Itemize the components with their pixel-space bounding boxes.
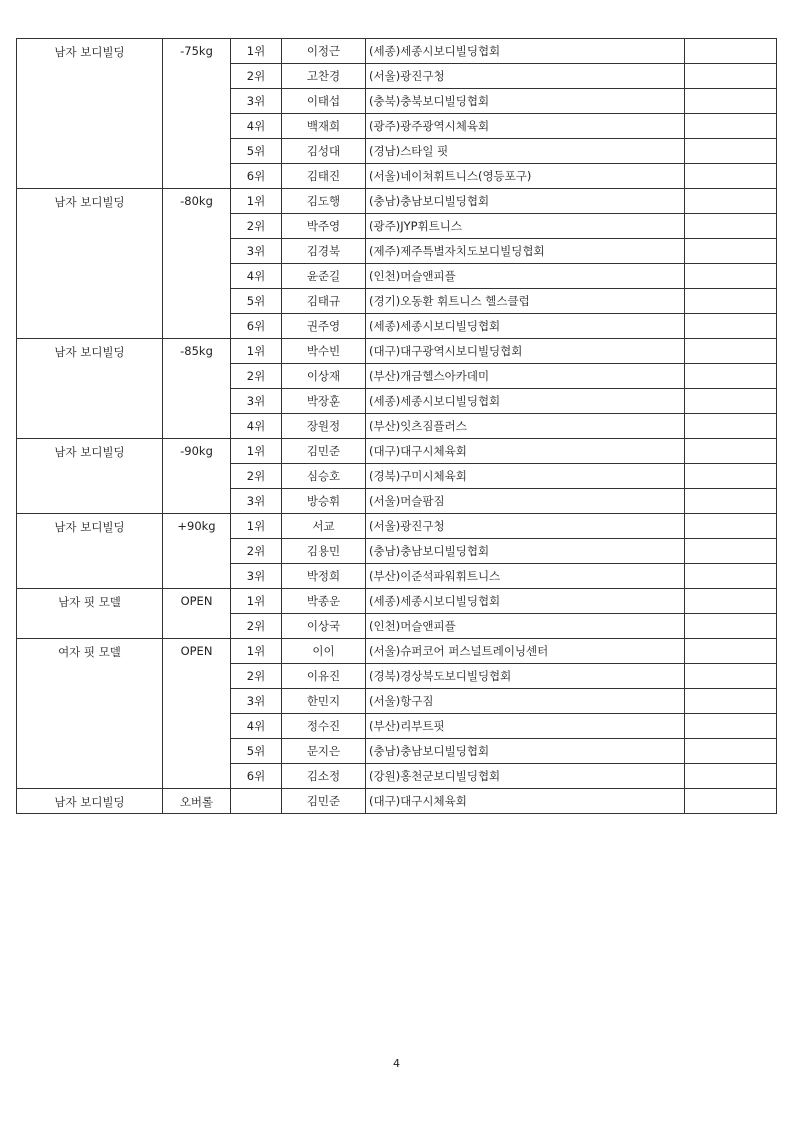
note-cell <box>685 64 777 89</box>
name-cell: 김태진 <box>282 164 366 189</box>
table-row <box>17 639 777 664</box>
team-cell: (인천)머슬앤피플 <box>366 264 685 289</box>
rank-cell <box>231 789 282 814</box>
team-cell: (경북)구미시체육회 <box>366 464 685 489</box>
note-cell <box>685 164 777 189</box>
team-cell: (충남)충남보디빌딩협회 <box>366 739 685 764</box>
name-cell: 박주영 <box>282 214 366 239</box>
note-cell <box>685 114 777 139</box>
rank-cell: 4위 <box>231 264 282 289</box>
team-cell: (서울)슈퍼코어 퍼스널트레이닝센터 <box>366 639 685 664</box>
note-cell <box>685 214 777 239</box>
name-cell: 이태섭 <box>282 89 366 114</box>
note-cell <box>685 389 777 414</box>
team-cell: (경기)오동환 휘트니스 헬스클럽 <box>366 289 685 314</box>
name-cell: 윤준길 <box>282 264 366 289</box>
rank-cell: 5위 <box>231 739 282 764</box>
rank-cell: 3위 <box>231 389 282 414</box>
name-cell: 김성대 <box>282 139 366 164</box>
name-cell: 김용민 <box>282 539 366 564</box>
team-cell: (대구)대구시체육회 <box>366 439 685 464</box>
name-cell: 정수진 <box>282 714 366 739</box>
rank-cell: 1위 <box>231 339 282 364</box>
table-row <box>17 589 777 614</box>
page-number: 4 <box>393 1057 400 1070</box>
class-cell: -85kg <box>163 339 231 439</box>
note-cell <box>685 314 777 339</box>
note-cell <box>685 364 777 389</box>
table-row <box>17 439 777 464</box>
event-cell: 남자 보디빌딩 <box>17 514 163 589</box>
note-cell <box>685 489 777 514</box>
team-cell: (부산)이준석파워휘트니스 <box>366 564 685 589</box>
note-cell <box>685 664 777 689</box>
name-cell: 문지은 <box>282 739 366 764</box>
note-cell <box>685 89 777 114</box>
event-cell: 남자 보디빌딩 <box>17 39 163 189</box>
name-cell: 고찬경 <box>282 64 366 89</box>
name-cell: 이상재 <box>282 364 366 389</box>
team-cell: (세종)세종시보디빌딩협회 <box>366 389 685 414</box>
name-cell: 한민지 <box>282 689 366 714</box>
team-cell: (서울)머슬팜짐 <box>366 489 685 514</box>
note-cell <box>685 714 777 739</box>
team-cell: (충남)충남보디빌딩협회 <box>366 539 685 564</box>
name-cell: 방승휘 <box>282 489 366 514</box>
name-cell: 김소정 <box>282 764 366 789</box>
rank-cell: 5위 <box>231 289 282 314</box>
name-cell: 권주영 <box>282 314 366 339</box>
team-cell: (세종)세종시보디빌딩협회 <box>366 39 685 64</box>
note-cell <box>685 539 777 564</box>
rank-cell: 3위 <box>231 689 282 714</box>
rank-cell: 2위 <box>231 364 282 389</box>
note-cell <box>685 739 777 764</box>
team-cell: (부산)리부트핏 <box>366 714 685 739</box>
event-cell: 남자 보디빌딩 <box>17 189 163 339</box>
rank-cell: 4위 <box>231 414 282 439</box>
name-cell: 서교 <box>282 514 366 539</box>
rank-cell: 5위 <box>231 139 282 164</box>
results-body <box>17 39 777 814</box>
rank-cell: 1위 <box>231 589 282 614</box>
results-table <box>16 38 777 814</box>
class-cell: 오버롤 <box>163 789 231 814</box>
name-cell: 백재희 <box>282 114 366 139</box>
rank-cell: 2위 <box>231 64 282 89</box>
name-cell: 김도행 <box>282 189 366 214</box>
name-cell: 이유진 <box>282 664 366 689</box>
rank-cell: 6위 <box>231 764 282 789</box>
rank-cell: 1위 <box>231 514 282 539</box>
class-cell: -80kg <box>163 189 231 339</box>
note-cell <box>685 564 777 589</box>
table-row <box>17 789 777 814</box>
team-cell: (대구)대구광역시보디빌딩협회 <box>366 339 685 364</box>
name-cell: 심승호 <box>282 464 366 489</box>
note-cell <box>685 239 777 264</box>
team-cell: (서울)광진구청 <box>366 514 685 539</box>
event-cell: 남자 보디빌딩 <box>17 789 163 814</box>
note-cell <box>685 289 777 314</box>
team-cell: (서울)광진구청 <box>366 64 685 89</box>
table-row <box>17 39 777 64</box>
name-cell: 박장훈 <box>282 389 366 414</box>
name-cell: 김경북 <box>282 239 366 264</box>
event-cell: 남자 보디빌딩 <box>17 339 163 439</box>
event-cell: 여자 핏 모델 <box>17 639 163 789</box>
rank-cell: 2위 <box>231 464 282 489</box>
name-cell: 이정근 <box>282 39 366 64</box>
name-cell: 김태규 <box>282 289 366 314</box>
name-cell: 박정희 <box>282 564 366 589</box>
note-cell <box>685 39 777 64</box>
team-cell: (서울)네이쳐휘트니스(영등포구) <box>366 164 685 189</box>
team-cell: (충남)충남보디빌딩협회 <box>366 189 685 214</box>
team-cell: (세종)세종시보디빌딩협회 <box>366 314 685 339</box>
rank-cell: 2위 <box>231 664 282 689</box>
rank-cell: 3위 <box>231 564 282 589</box>
team-cell: (인천)머슬앤피플 <box>366 614 685 639</box>
rank-cell: 1위 <box>231 189 282 214</box>
note-cell <box>685 514 777 539</box>
note-cell <box>685 764 777 789</box>
rank-cell: 3위 <box>231 89 282 114</box>
team-cell: (서울)항구짐 <box>366 689 685 714</box>
note-cell <box>685 414 777 439</box>
note-cell <box>685 589 777 614</box>
table-row <box>17 514 777 539</box>
note-cell <box>685 264 777 289</box>
note-cell <box>685 464 777 489</box>
note-cell <box>685 439 777 464</box>
team-cell: (대구)대구시체육회 <box>366 789 685 814</box>
name-cell: 김민준 <box>282 789 366 814</box>
class-cell: OPEN <box>163 589 231 639</box>
team-cell: (충북)충북보디빌딩협회 <box>366 89 685 114</box>
note-cell <box>685 689 777 714</box>
team-cell: (제주)제주특별자치도보디빌딩협회 <box>366 239 685 264</box>
name-cell: 박종운 <box>282 589 366 614</box>
rank-cell: 2위 <box>231 539 282 564</box>
team-cell: (부산)개금헬스아카데미 <box>366 364 685 389</box>
rank-cell: 4위 <box>231 714 282 739</box>
team-cell: (세종)세종시보디빌딩협회 <box>366 589 685 614</box>
name-cell: 장원정 <box>282 414 366 439</box>
rank-cell: 2위 <box>231 214 282 239</box>
note-cell <box>685 139 777 164</box>
table-row <box>17 189 777 214</box>
note-cell <box>685 339 777 364</box>
table-row <box>17 339 777 364</box>
rank-cell: 3위 <box>231 489 282 514</box>
team-cell: (광주)광주광역시체육회 <box>366 114 685 139</box>
name-cell: 김민준 <box>282 439 366 464</box>
note-cell <box>685 639 777 664</box>
team-cell: (경북)경상북도보디빌딩협회 <box>366 664 685 689</box>
class-cell: -75kg <box>163 39 231 189</box>
team-cell: (부산)잇츠짐플러스 <box>366 414 685 439</box>
rank-cell: 6위 <box>231 164 282 189</box>
rank-cell: 4위 <box>231 114 282 139</box>
team-cell: (경남)스타일 핏 <box>366 139 685 164</box>
note-cell <box>685 789 777 814</box>
name-cell: 이상국 <box>282 614 366 639</box>
rank-cell: 1위 <box>231 39 282 64</box>
rank-cell: 1위 <box>231 639 282 664</box>
rank-cell: 2위 <box>231 614 282 639</box>
event-cell: 남자 핏 모델 <box>17 589 163 639</box>
rank-cell: 3위 <box>231 239 282 264</box>
class-cell: OPEN <box>163 639 231 789</box>
name-cell: 이이 <box>282 639 366 664</box>
name-cell: 박수빈 <box>282 339 366 364</box>
class-cell: -90kg <box>163 439 231 514</box>
team-cell: (강원)홍천군보디빌딩협회 <box>366 764 685 789</box>
event-cell: 남자 보디빌딩 <box>17 439 163 514</box>
class-cell: +90kg <box>163 514 231 589</box>
note-cell <box>685 189 777 214</box>
rank-cell: 1위 <box>231 439 282 464</box>
note-cell <box>685 614 777 639</box>
team-cell: (광주)JYP휘트니스 <box>366 214 685 239</box>
rank-cell: 6위 <box>231 314 282 339</box>
